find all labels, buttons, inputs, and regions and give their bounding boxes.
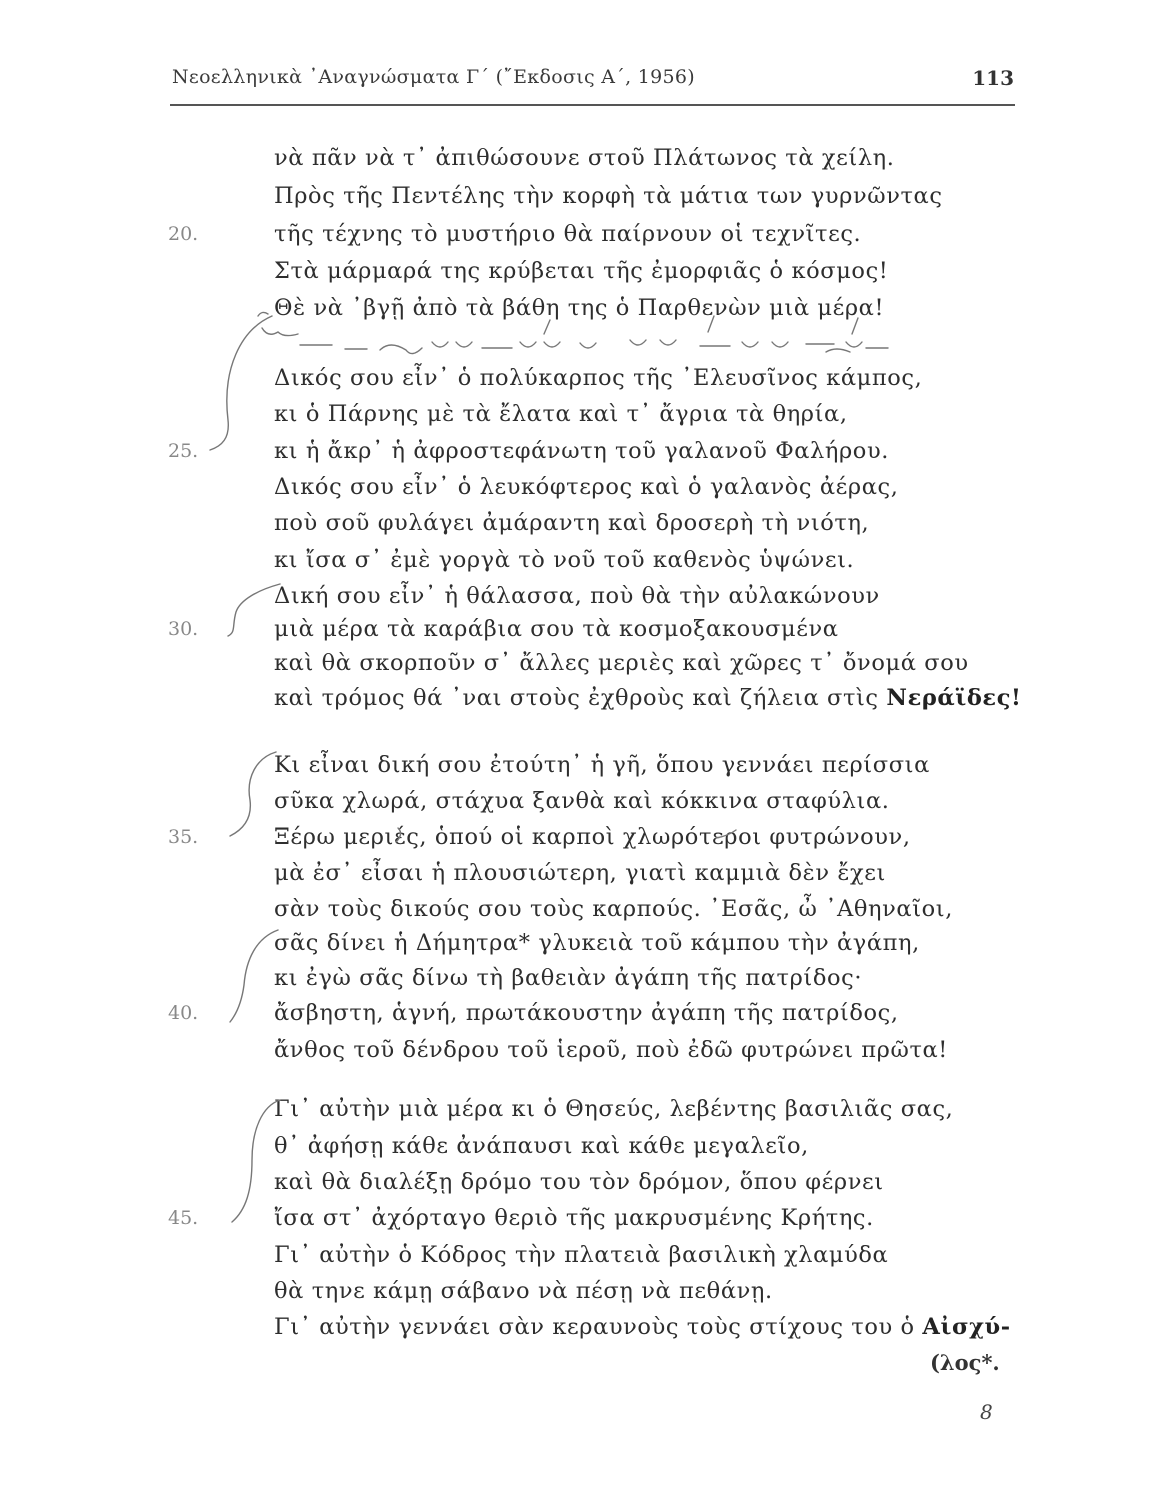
scansion-mark (846, 342, 862, 347)
line-number: 25. (168, 440, 199, 462)
poem-line: Στὰ μάρμαρά της κρύβεται τῆς ἐμορφιᾶς ὁ κόσμος! (274, 258, 889, 284)
scansion-mark (772, 342, 788, 347)
scansion-mark (520, 342, 536, 347)
poem-line: κι ἴσα σ᾿ ἐμὲ γοργὰ τὸ νοῦ τοῦ καθενὸς ὑψώνει. (274, 547, 855, 573)
emphasized-word: Νεράϊδες! (886, 685, 1022, 711)
line-number: 20. (168, 223, 199, 245)
bracket-mark (228, 584, 280, 636)
poem-line: Κι εἶναι δική σου ἐτούτη᾿ ἡ γῆ, ὅπου γεννάει περίσσια (274, 752, 930, 778)
scansion-mark (380, 345, 422, 354)
poem-line: σῦκα χλωρά, στάχυα ξανθὰ καὶ κόκκινα σταφύλια. (274, 788, 890, 814)
signature-mark: 8 (980, 1400, 993, 1424)
poem-line: Δικός σου εἶν᾿ ὁ λευκόφτερος καὶ ὁ γαλανὸς ἀέρας, (274, 474, 899, 500)
poem-line: Ξέρω μεριές, ὁπού οἱ καρποὶ χλωρότεροι φυτρώνουν, (274, 824, 911, 850)
poem-line: κι ἡ ἄκρ᾿ ἡ ἀφροστεφάνωτη τοῦ γαλανοῦ Φαλήρου. (274, 438, 889, 464)
poem-line: τῆς τέχνης τὸ μυστήριο θὰ παίρνουν οἱ τεχνῖτες. (274, 221, 862, 247)
poem-line-text: καὶ τρόμος θά ᾿ναι στοὺς ἐχθροὺς καὶ ζήλεια στὶς (274, 685, 879, 711)
poem-line: μιὰ μέρα τὰ καράβια σου τὰ κοσμοξακουσμένα (274, 616, 839, 642)
poem-line: Γι᾿ αὐτὴν ὁ Κόδρος τὴν πλατειὰ βασιλικὴ χλαμύδα (274, 1242, 889, 1268)
scansion-mark (630, 340, 646, 345)
poem-line: καὶ θὰ διαλέξῃ δρόμο του τὸν δρόμον, ὅπου φέρνει (274, 1169, 884, 1195)
scansion-mark (544, 342, 560, 347)
poem-line: ἄνθος τοῦ δένδρου τοῦ ἱεροῦ, ποὺ ἐδῶ φυτρώνει πρῶτα! (274, 1037, 948, 1063)
scansion-mark (262, 328, 298, 336)
poem-line: καὶ θὰ σκορποῦν σ᾿ ἄλλες μεριὲς καὶ χῶρες τ᾿ ὄνομά σου (274, 650, 969, 676)
bracket-mark (210, 316, 272, 450)
scansion-mark (826, 349, 850, 352)
line-number: 35. (168, 826, 199, 848)
poem-line: Δικός σου εἶν᾿ ὁ πολύκαρπος τῆς ᾿Ελευσῖνος κάμπος, (274, 365, 923, 391)
emphasized-word: Αἰσχύ- (922, 1314, 1011, 1340)
scansion-mark (580, 343, 596, 348)
poem-line: σὰν τοὺς δικούς σου τοὺς καρπούς. ᾿Εσᾶς, ὦ ᾿Αθηναῖοι, (274, 896, 953, 922)
bracket-mark (232, 1100, 280, 1222)
scansion-mark (708, 316, 714, 332)
poem-line: κι ἐγὼ σᾶς δίνω τὴ βαθειὰν ἀγάπη τῆς πατρίδος· (274, 965, 863, 991)
bracket-mark (396, 828, 401, 842)
poem-line: θ᾿ ἀφήσῃ κάθε ἀνάπαυσι καὶ κάθε μεγαλεῖο, (274, 1133, 809, 1159)
poem-line: ποὺ σοῦ φυλάγει ἀμάραντη καὶ δροσερὴ τὴ νιότη, (274, 510, 870, 536)
poem-line: νὰ πᾶν νὰ τ᾿ ἀπιθώσουνε στοῦ Πλάτωνος τὰ χείλη. (274, 145, 895, 171)
line-number: 40. (168, 1002, 199, 1024)
poem-line: Πρὸς τῆς Πεντέλης τὴν κορφὴ τὰ μάτια των γυρνῶντας (274, 183, 943, 209)
poem-line: κι ὁ Πάρνης μὲ τὰ ἔλατα καὶ τ᾿ ἄγρια τὰ θηρία, (274, 401, 848, 427)
scansion-mark (258, 312, 268, 316)
poem-line: θὰ τηνε κάμῃ σάβανο νὰ πέσῃ νὰ πεθάνῃ. (274, 1278, 773, 1304)
poem-line: Δική σου εἶν᾿ ἡ θάλασσα, ποὺ θὰ τὴν αὐλακώνουν (274, 583, 880, 609)
continuation-tail: (λος*. (930, 1350, 1000, 1375)
poem-line: ἴσα στ᾿ ἀχόρταγο θεριὸ τῆς μακρυσμένης Κρήτης. (274, 1205, 874, 1231)
scansion-mark (742, 342, 758, 347)
poem-line: ἄσβηστη, ἁγνή, πρωτάκουστην ἀγάπη τῆς πατρίδος, (274, 1000, 899, 1026)
poem-line: Θὲ νὰ ᾿βγῇ ἀπὸ τὰ βάθη της ὁ Παρθενὼν μιὰ μέρα! (274, 295, 885, 321)
running-title: Νεοελληνικὰ ᾿Αναγνώσματα Γ΄ (῎Εκδοσις Α΄, 1956) (172, 66, 696, 88)
scansion-mark (660, 340, 676, 345)
line-number: 45. (168, 1207, 199, 1229)
scansion-mark (852, 318, 858, 334)
scansion-mark (544, 320, 550, 334)
poem-line: μὰ ἐσ᾿ εἶσαι ἡ πλουσιώτερη, γιατὶ καμμιὰ δὲν ἔχει (274, 860, 886, 886)
line-number: 30. (168, 618, 199, 640)
page-number: 113 (972, 66, 1014, 90)
bracket-mark (716, 830, 736, 838)
bracket-mark (230, 752, 276, 836)
poem-line: Γι᾿ αὐτὴν μιὰ μέρα κι ὁ Θησεύς, λεβέντης βασιλιᾶς σας, (274, 1096, 954, 1122)
poem-line: σᾶς δίνει ἡ Δήμητρα* γλυκειὰ τοῦ κάμπου τὴν ἀγάπη, (274, 930, 920, 956)
poem-line-text: Γι᾿ αὐτὴν γεννάει σὰν κεραυνοὺς τοὺς στίχους του ὁ (274, 1314, 915, 1340)
scansion-mark (456, 342, 472, 347)
bracket-mark (230, 930, 278, 1022)
scansion-mark (432, 342, 448, 347)
